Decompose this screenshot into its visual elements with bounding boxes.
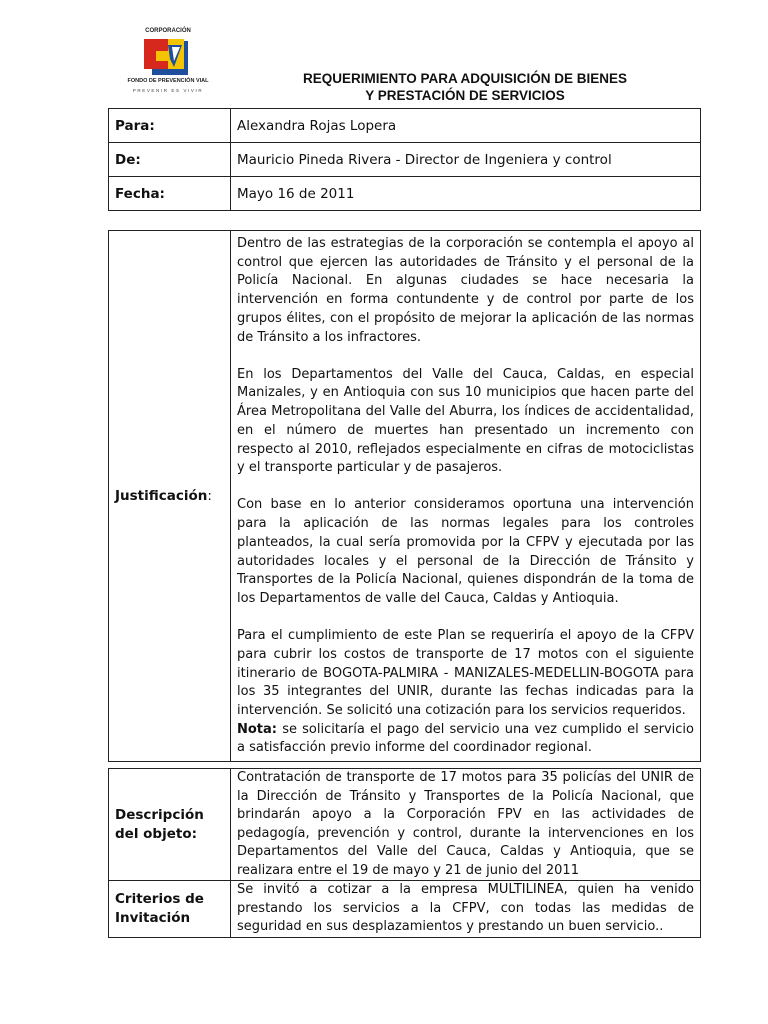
descripcion-label: Descripción del objeto:: [109, 769, 231, 881]
justificacion-row: [109, 231, 701, 762]
nota-label: Nota:: [237, 721, 277, 737]
fecha-row: [109, 177, 701, 211]
justificacion-paragraph-1: Dentro de las estrategias de la corporación se contempla el apoyo al control que ejercen las autoridades de Tránsito y el personal de la Policía Nacional. En algunas ciudades se hace necesaria la intervención en forma contundente y de control por parte de los grupos élites, con el propósito de mejorar la aplicación de las normas de Tránsito a los infractores.: [237, 236, 694, 345]
para-value: Alexandra Rojas Lopera: [231, 109, 701, 143]
fpv-logo-icon: [138, 37, 198, 77]
title-line-1: REQUERIMIENTO PARA ADQUISICIÓN DE BIENES: [302, 71, 628, 86]
page-title: [240, 70, 690, 104]
justificacion-table: [108, 230, 701, 762]
criterios-text: Se invitó a cotizar a la empresa MULTILINEA, quien ha venido prestando los servicios a la CFPV, con todas las medidas de seguridad en sus desplazamientos y prestando un buen servicio..: [231, 881, 701, 938]
header-table: [108, 108, 701, 211]
justificacion-label-cell: [109, 231, 231, 762]
de-label: De:: [109, 143, 231, 177]
justificacion-paragraph-4-text: Para el cumplimiento de este Plan se requeriría el apoyo de la CFPV para cubrir los costos de transporte de 17 motos con el siguiente itinerario de BOGOTA-PALMIRA - MANIZALES-MEDELLIN-BOGOTA para los 35 integrantes del UNIR, durante las fechas indicadas para la intervención. Se solicitó una cotización para los servicios requeridos.: [237, 628, 694, 718]
logo-slogan: PREVENIR ES VIVIR: [132, 88, 204, 93]
corporation-logo: [118, 28, 218, 98]
nota-text: se solicitaría el pago del servicio una vez cumplido el servicio a satisfacción previo informe del coordinador regional.: [237, 721, 694, 756]
descripcion-row: [109, 769, 701, 881]
objeto-table: [108, 768, 701, 938]
justificacion-label: Justificación: [115, 488, 208, 505]
descripcion-text: Contratación de transporte de 17 motos para 35 policías del UNIR de la Dirección de Tránsito y Transportes de la Policía Nacional, que brindarán apoyo a la Corporación FPV en las actividades de pedagogía, prevención y control, durante la intervenciones en los Departamentos del Valle del Cauca, Caldas y Antioquia, que se realizara entre el 19 de mayo y 21 de junio del 2011: [231, 769, 701, 881]
para-label: Para:: [109, 109, 231, 143]
criterios-row: [109, 881, 701, 938]
justificacion-paragraph-3: Con base en lo anterior consideramos oportuna una intervención para la aplicación de las normas legales para los controles planteados, la cual sería promovida por la CFPV y ejecutada por las autoridades locales y el personal de la Dirección de Tránsito y Transportes de la Policía Nacional, quienes dispondrán de la toma de los Departamentos de valle del Cauca, Caldas y Antioquia.: [237, 497, 694, 606]
fecha-label: Fecha:: [109, 177, 231, 211]
justificacion-label-colon: :: [207, 488, 212, 505]
para-row: [109, 109, 701, 143]
de-row: [109, 143, 701, 177]
logo-name-text: FONDO DE PREVENCIÓN VIAL: [127, 78, 209, 84]
logo-top-text: CORPORACIÓN: [145, 28, 191, 34]
justificacion-paragraph-2: En los Departamentos del Valle del Cauca, Caldas, en especial Manizales, y en Antioquia con sus 10 municipios que hacen parte del Área Metropolitana del Valle del Aburra, los índices de accidentalidad, en el número de muertes han presentado un incremento con respecto al 2010, reflejados especialmente en cifras de motociclistas y el transporte particular y de pasajeros.: [237, 366, 694, 476]
justificacion-paragraph-4: [237, 627, 694, 758]
criterios-label: Criterios de Invitación: [109, 881, 231, 938]
justificacion-text: [231, 231, 701, 762]
de-value: Mauricio Pineda Rivera - Director de Ingeniera y control: [231, 143, 701, 177]
fecha-value: Mayo 16 de 2011: [231, 177, 701, 211]
title-line-2: Y PRESTACIÓN DE SERVICIOS: [365, 88, 565, 103]
